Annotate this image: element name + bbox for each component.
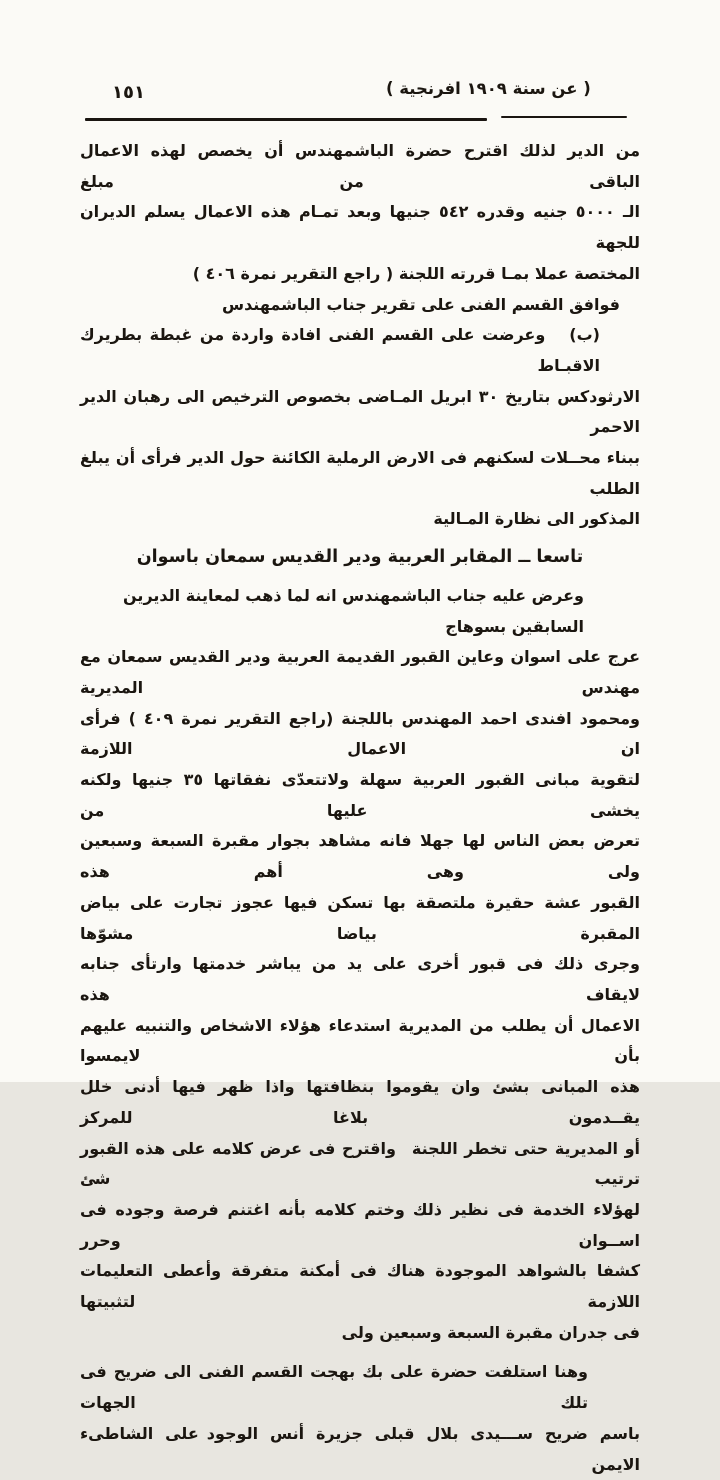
- text-line: المذكور الى نظارة المـالية: [433, 509, 640, 529]
- text-line: وجرى ذلك فى قبور أخرى على يد من يباشر خدمتها وارتأى جنابه لايقاف هذه: [80, 954, 640, 1004]
- text-line: لهؤلاء الخدمة فى نظير ذلك وختم كلامه بأنه اغتنم فرصة وجوده فى اســوان وحرر: [80, 1199, 640, 1250]
- text-line: وهنا استلفت حضرة على بك بهجت القسم الفنى الى ضريح فى تلك الجهات: [80, 1362, 588, 1413]
- header-rule: [85, 118, 628, 121]
- paragraph-c: [80, 581, 640, 1349]
- text-line: لتقوية مبانى القبور العربية سهلة ولاتتعدّى نفقاتها ٣٥ جنيها ولكنه يخشى عليها من: [80, 770, 641, 820]
- text-line: فوافق القسم الفنى على تقرير جناب الباشمهندس: [221, 294, 620, 314]
- text-line: القبور عشة حقيرة ملتصقة بها تسكن فيها عجوز تجارت على بياض المقبرة بياضا مشوّها: [80, 892, 640, 943]
- text-line: هذه المبانى بشئ وان يقوموا بنظافتها واذا ظهر فيها أدنى خلل يقــدمون بلاغا للمركز: [80, 1077, 640, 1127]
- document-body: [80, 136, 640, 1480]
- text-line: ببناء محــلات لسكنهم فى الارض الرملية الكائنة حول الدير فرأى أن يبلغ الطلب: [80, 448, 640, 498]
- paragraph-continuation: [80, 136, 640, 320]
- text-line: أو المديرية حتى تخطر اللجنة واقترح فى عرض كلامه على هذه القبور ترتيب شئ: [80, 1138, 640, 1189]
- text-line: من الدير لذلك اقترح حضرة الباشمهندس أن يخصص لهذه الاعمال الباقى من مبلغ: [80, 141, 640, 191]
- text-line: فى جدران مقبرة السبعة وسبعين ولى: [341, 1322, 640, 1342]
- text-line: تعرض بعض الناس لها جهلا فانه مشاهد بجوار مقبرة السبعة وسبعين ولى وهى أهم هذه: [80, 831, 640, 882]
- text-line: كشفا بالشواهد الموجودة هناك فى أمكنة متفرقة وأعطى التعليمات اللازمة لتثبيتها: [80, 1261, 640, 1312]
- paragraph-d: [80, 1357, 640, 1480]
- rule-segment-right: [501, 116, 627, 118]
- text-line: باسم ضريح ســـيدى بلال قبلى جزيرة أنس الوجود على الشاطىء الايمن: [80, 1423, 640, 1474]
- text-line: المختصة عملا بمـا قررته اللجنة ( راجع التقرير نمرة ٤٠٦ ): [192, 263, 640, 283]
- text-line: وعرض عليه جناب الباشمهندس انه لما ذهب لمعاينة الديرين السابقين بسوهاج: [123, 585, 584, 636]
- rule-segment-left: [85, 118, 487, 121]
- text-line: الارثودكس بتاريخ ٣٠ ابريل المـاضى بخصوص الترخيص الى رهبان الدير الاحمر: [80, 386, 641, 437]
- text-line: ومحمود افندى احمد المهندس باللجنة (راجع التقرير نمرة ٤٠٩ ) فرأى ان الاعمال اللازمة: [80, 708, 640, 759]
- paragraph-b: [80, 320, 640, 535]
- header-title: ( عن سنة ١٩٠٩ افرنجية ): [386, 79, 591, 98]
- text-line: الـ ٥٠٠٠ جنيه وقدره ٥٤٢ جنيها وبعد تمـام هذه الاعمال يسلم الديران للجهة: [80, 202, 641, 253]
- text-line: الاعمال أن يطلب من المديرية استدعاء هؤلاء الاشخاص والتنبيه عليهم بأن لايمسوا: [80, 1015, 640, 1066]
- section-heading: تاسعا ــ المقابر العربية ودير القديس سمعان باسوان: [136, 547, 584, 568]
- text-line: (ب) وعرضت على القسم الفنى افادة واردة من غبطة بطريرك الاقبـاط: [80, 325, 600, 375]
- text-line: عرج على اسوان وعاين القبور القديمة العربية ودير القديس سمعان مع مهندس المديرية: [80, 647, 640, 697]
- page-number: ١٥١: [112, 82, 145, 103]
